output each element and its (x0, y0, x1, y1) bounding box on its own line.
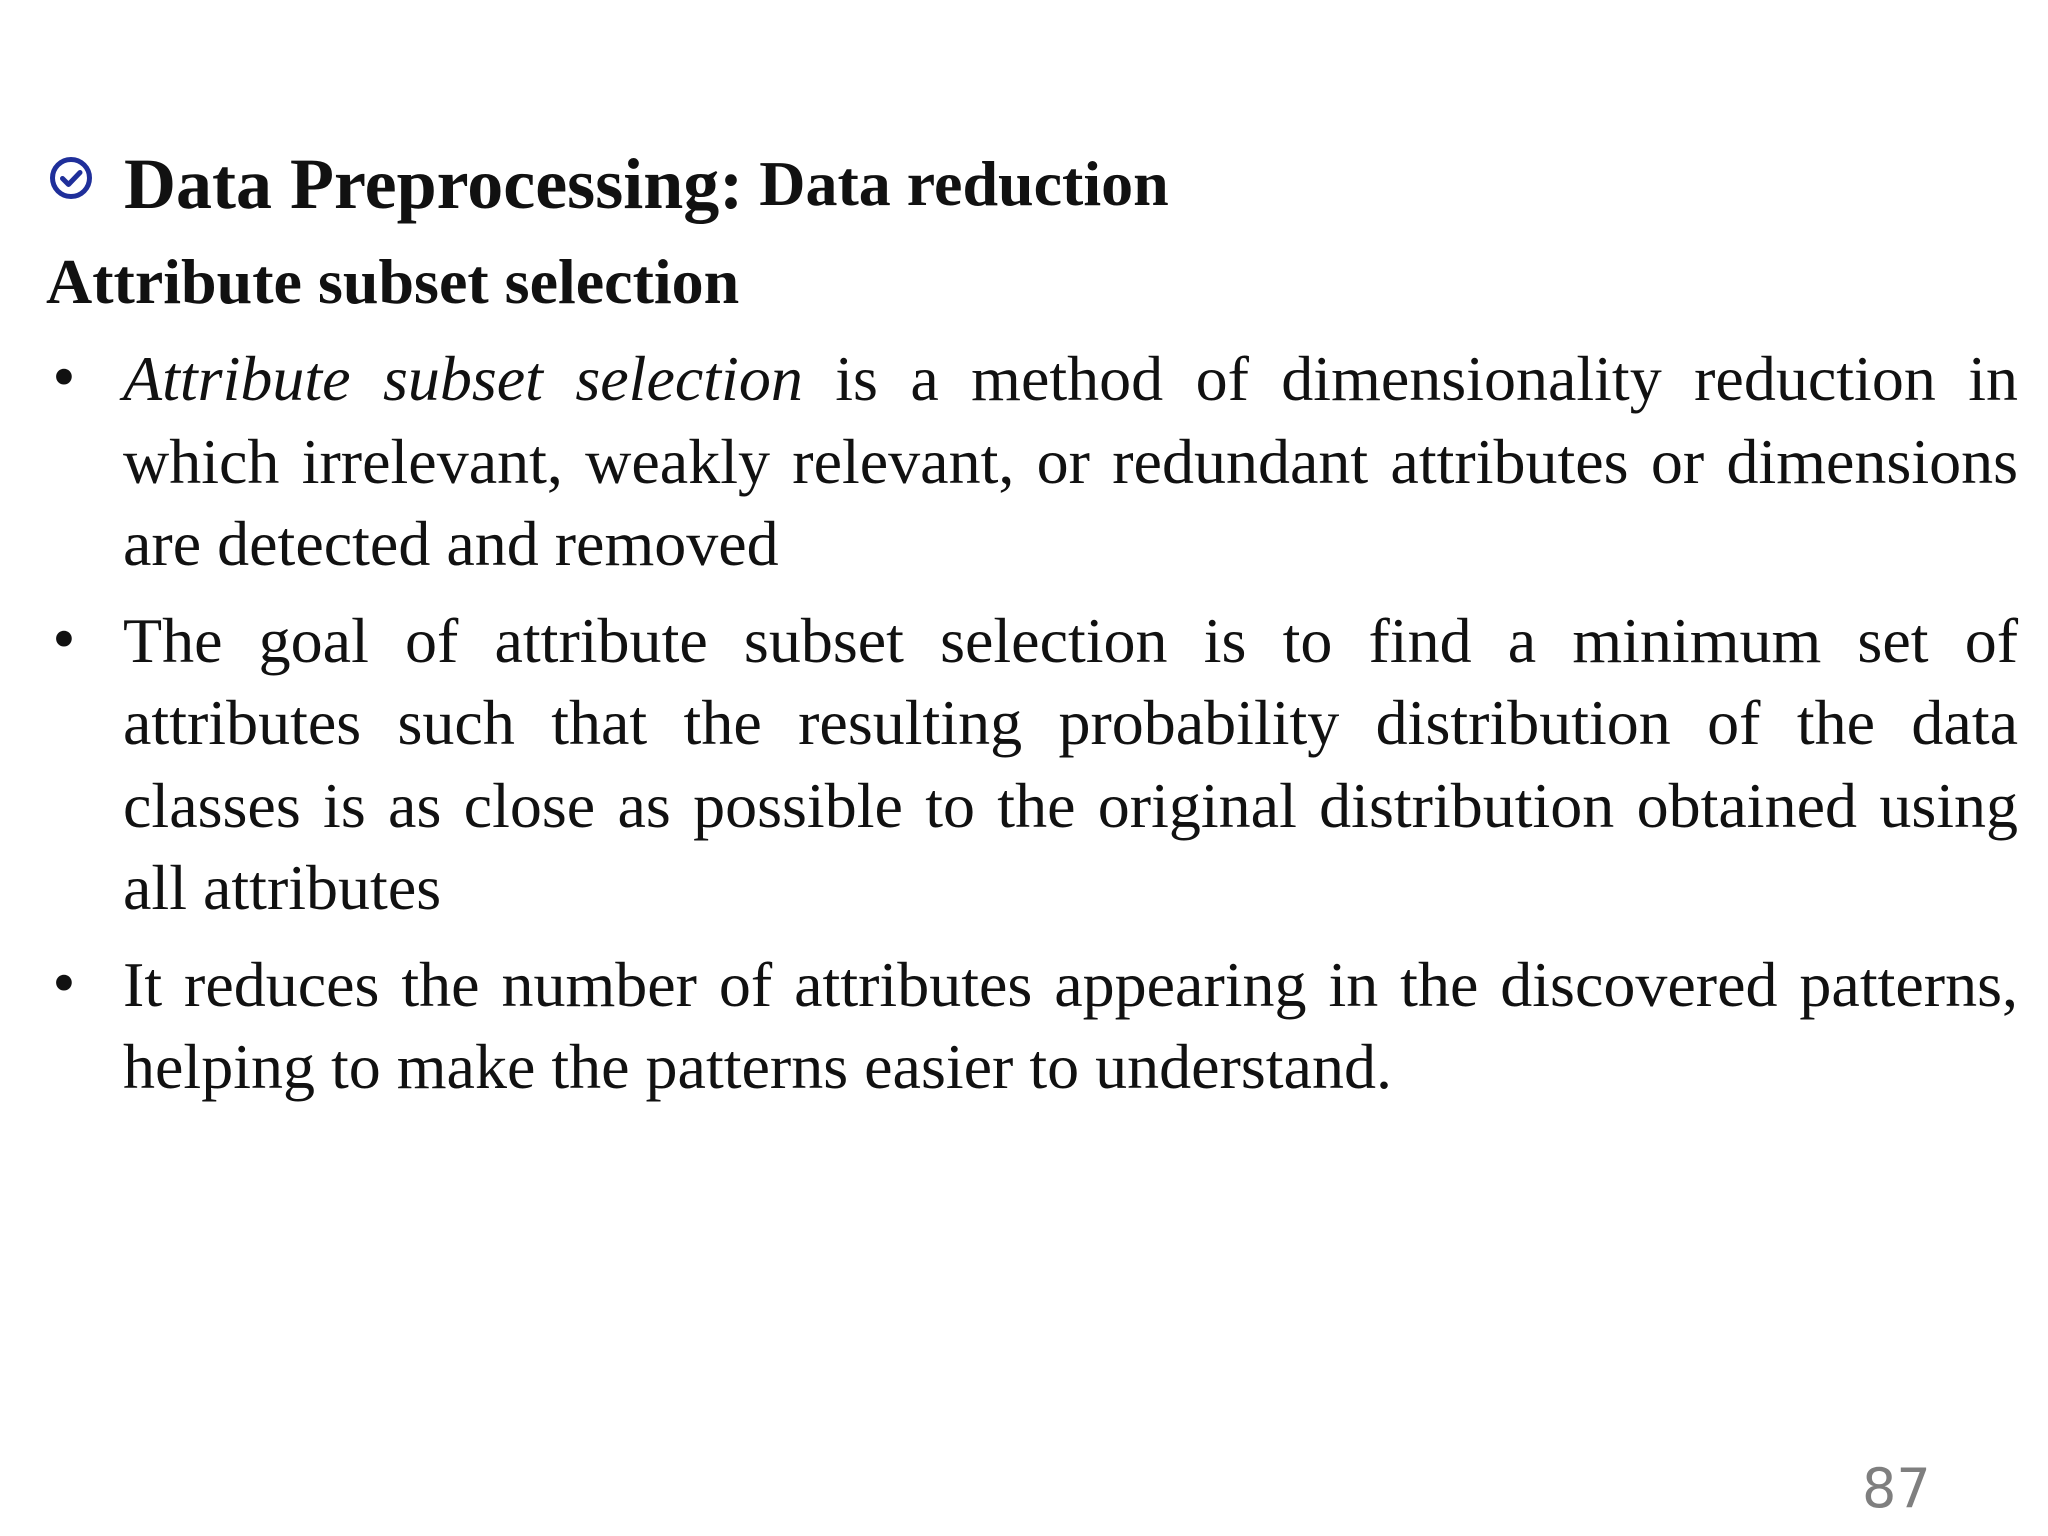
bullet-icon: • (48, 608, 80, 672)
bullet-text (123, 343, 2018, 579)
check-circle-icon (46, 153, 96, 203)
bullet-list (46, 338, 2018, 1109)
title-main: Data Preprocessing: (124, 144, 744, 224)
bullet-body: is a method of dimensionality reduction in which irrelevant, weakly relevant, or redundant attributes or dimensions are detected and removed (123, 343, 2019, 579)
bullet-text: The goal of attribute subset selection is to find a minimum set of attributes such that the resulting probability distribution of the data classes is as close as possible to the original distribution obtained using all attributes (123, 604, 2018, 923)
title-sub: Data reduction (759, 148, 1169, 219)
bullet-item (46, 600, 2018, 930)
subtitle: Attribute subset selection (46, 246, 740, 317)
bullet-italic-lead: Attribute subset selection (123, 343, 803, 414)
bullet-icon: • (48, 347, 80, 410)
bullet-text: It reduces the number of attributes appearing in the discovered patterns, helping to make the patterns easier to understand. (123, 948, 2018, 1102)
bullet-icon: • (48, 952, 80, 1016)
slide-title (46, 142, 1169, 226)
page-number: 87 (1862, 1457, 1931, 1520)
bullet-item (46, 944, 2018, 1109)
bullet-item (46, 338, 2018, 586)
